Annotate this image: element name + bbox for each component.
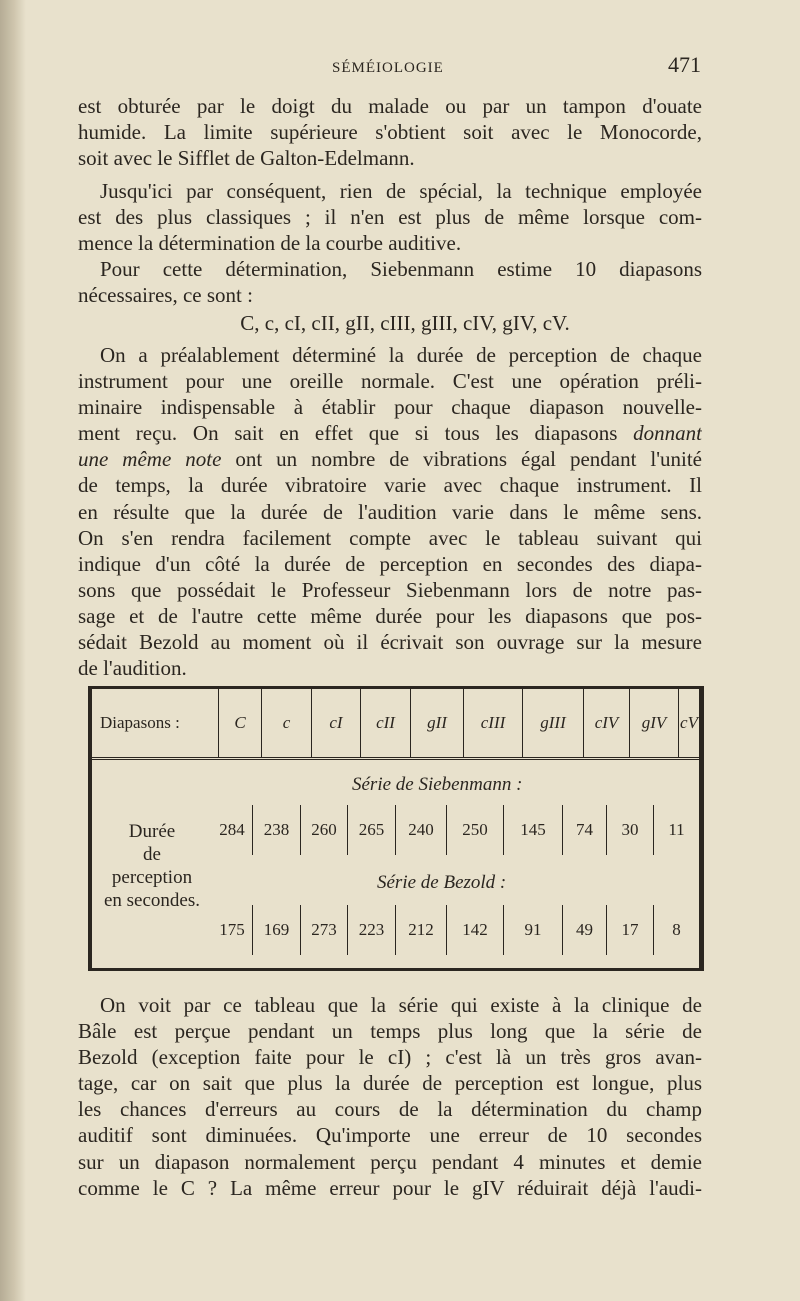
table-cell: 265: [347, 805, 395, 855]
text-line: Bâle est perçue pendant un temps plus long que la série de: [78, 1019, 702, 1044]
text-line: soit avec le Sifflet de Galton-Edelmann.: [78, 146, 415, 171]
column-header: cI: [312, 689, 361, 759]
table-cell: 223: [347, 905, 395, 955]
table-cell: 250: [446, 805, 503, 855]
text-line: On s'en rendra facilement compte avec le tableau suivant qui: [78, 525, 702, 550]
serie-siebenmann-label: Série de Siebenmann :: [352, 774, 523, 795]
text-line: Jusqu'ici par conséquent, rien de spécial, la technique employée: [100, 179, 702, 203]
table-cell: 175: [219, 920, 245, 939]
text-line: sur un diapason normalement perçu pendant 4 minutes et demie: [78, 1149, 702, 1174]
text-line: tage, car on sait que plus la durée de perception est longue, plus: [78, 1071, 702, 1096]
text-line: Pour cette détermination, Siebenmann estime 10 diapasons: [100, 257, 702, 281]
column-header: cIV: [584, 689, 630, 759]
text-line: Bezold (exception faite pour le cI) ; c'est là un très gros avan-: [78, 1045, 702, 1070]
text-line: On voit par ce tableau que la série qui existe à la clinique de: [100, 993, 702, 1017]
paragraph-1: [78, 93, 702, 171]
table-cell: 11: [653, 805, 699, 855]
table-cell: 91: [503, 905, 562, 955]
table-row-bezold: [212, 905, 699, 955]
table-header-row: [92, 689, 699, 760]
column-header: c: [262, 689, 312, 759]
text-line: instrument pour une oreille normale. C'est une opération préli-: [78, 369, 702, 394]
column-header: cIII: [464, 689, 523, 759]
perception-table: [88, 686, 704, 971]
paragraph-5: [78, 992, 702, 1201]
table-cell: 260: [300, 805, 347, 855]
text-line: les chances d'erreurs au cours de la détermination du champ: [78, 1097, 702, 1122]
text-line: sage et de l'autre cette même durée pour les diapasons que pos-: [78, 603, 702, 628]
text-line: comme le C ? La même erreur pour le gIV réduirait déjà l'audi-: [78, 1175, 702, 1200]
paragraph-2: [78, 178, 702, 256]
text-line: sons que possédait le Professeur Siebenmann lors de notre pas-: [78, 577, 702, 602]
table-cell: 284: [219, 820, 245, 839]
row-label: Diapasons :: [92, 689, 219, 759]
text-line: mence la détermination de la courbe auditive.: [78, 231, 462, 256]
table-cell: 49: [562, 905, 606, 955]
text-line: est des plus classiques ; il n'en est plus de même lorsque com-: [78, 205, 702, 230]
paragraph-3: [78, 256, 702, 308]
table-cell: 142: [446, 905, 503, 955]
table-cell: 30: [606, 805, 653, 855]
column-header: gIII: [523, 689, 584, 759]
page-binding-shadow: [0, 0, 26, 1301]
serie-bezold-label: Série de Bezold :: [377, 872, 507, 893]
column-header: gII: [411, 689, 464, 759]
text-line: minaire indispensable à établir pour chaque diapason nouvelle-: [78, 395, 702, 420]
text-line: de l'audition.: [78, 656, 187, 681]
table-cell: 212: [395, 905, 446, 955]
italic-word: donnant: [633, 421, 702, 446]
table-cell: 240: [395, 805, 446, 855]
table-cell: 169: [252, 905, 300, 955]
table-cell: 74: [562, 805, 606, 855]
text-line: est obturée par le doigt du malade ou par un tampon d'ouate: [78, 94, 702, 118]
table-cell: 145: [503, 805, 562, 855]
text-line: nécessaires, ce sont :: [78, 283, 253, 308]
text-line: On a préalablement déterminé la durée de perception de chaque: [100, 343, 702, 367]
page-header: [0, 46, 800, 86]
table-cell: 8: [653, 905, 699, 955]
column-header: gIV: [630, 689, 679, 759]
text-line: ment reçu. On sait en effet que si tous les diapasons donnant: [78, 421, 702, 446]
text-line: auditif sont diminuées. Qu'importe une erreur de 10 secondes: [78, 1123, 702, 1148]
running-head: SÉMÉIOLOGIE: [332, 60, 444, 76]
column-header: cII: [361, 689, 411, 759]
table-body: [92, 760, 699, 970]
page-number: 471: [668, 52, 701, 77]
paragraph-4: [78, 342, 702, 681]
duree-label: Durée de perception en secondes.: [103, 821, 201, 911]
text-line: sédait Bezold au moment où il écrivait son ouvrage sur la mesure: [78, 630, 702, 655]
text-line: indique d'un côté la durée de perception en secondes des diapa-: [78, 551, 702, 576]
table-cell: 17: [606, 905, 653, 955]
text-line: en résulte que la durée de l'audition varie dans le même sens.: [78, 499, 702, 524]
text-line: humide. La limite supérieure s'obtient soit avec le Monocorde,: [78, 120, 702, 145]
table-cell: 273: [300, 905, 347, 955]
table-row-siebenmann: [212, 805, 699, 855]
formula-line: [78, 310, 702, 336]
column-header: cV: [679, 689, 700, 759]
column-header: C: [219, 689, 262, 759]
diapason-list: C, c, cI, cII, gII, cIII, gIII, cIV, gIV, cV.: [240, 311, 570, 335]
text-line: une même note ont un nombre de vibrations égal pendant l'unité: [78, 447, 702, 472]
text-line: de temps, la durée vibratoire varie avec chaque instrument. Il: [78, 473, 702, 498]
table-cell: 238: [252, 805, 300, 855]
